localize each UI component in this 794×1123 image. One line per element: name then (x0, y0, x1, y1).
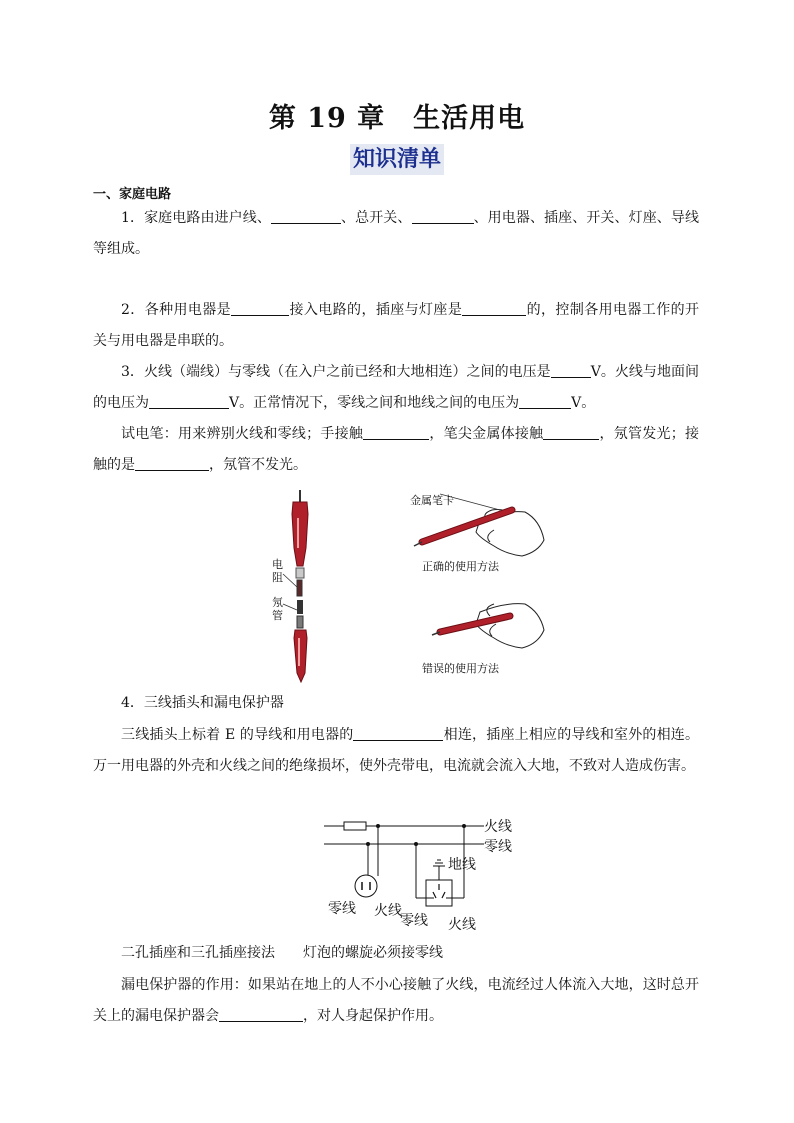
page-subtitle: 知识清单 (350, 144, 444, 175)
paragraph-7: 二孔插座和三孔插座接法 灯泡的螺旋必须接零线 (121, 945, 443, 961)
fill-blank (519, 392, 571, 409)
label-socket3-neutral: 零线 (400, 913, 428, 929)
label-metal-clip: 金属笔卡 (410, 494, 454, 507)
section-heading-home-circuit: 一、家庭电路 (93, 187, 172, 202)
paragraph-3: 3．火线（端线）与零线（在入户之前已经和大地相连）之间的电压是 V。火线与地面间的电压为 V。正常情况下，零线之间和地线之间的电压为 V。 (93, 357, 699, 419)
test-pen-diagram (266, 488, 326, 683)
label-resistor-1: 电 (272, 558, 283, 571)
fill-blank (363, 423, 429, 440)
fill-blank (271, 207, 341, 224)
fill-blank (135, 454, 209, 471)
label-ground-wire: 地线 (448, 857, 476, 873)
socket-wiring-diagram (316, 810, 516, 935)
label-socket2-live: 火线 (374, 903, 402, 919)
label-live-wire: 火线 (484, 819, 512, 835)
fill-blank (462, 299, 526, 316)
label-neon-2: 管 (272, 609, 283, 622)
fill-blank (551, 361, 591, 378)
caption-wrong: 错误的使用方法 (422, 662, 499, 675)
paragraph-4: 试电笔：用来辨别火线和零线；手接触 ，笔尖金属体接触 ，氖管发光；接触的是 ，氖管不发光。 (93, 419, 699, 481)
paragraph-1: 1．家庭电路由进户线、 、总开关、 、用电器、插座、开关、灯座、导线等组成。 (93, 203, 699, 265)
label-socket2-neutral: 零线 (328, 901, 356, 917)
fill-blank (149, 392, 229, 409)
label-resistor-2: 阻 (272, 571, 283, 584)
paragraph-2: 2．各种用电器是 接入电路的，插座与灯座是 的，控制各用电器工作的开关与用电器是串联的。 (93, 295, 699, 357)
caption-correct: 正确的使用方法 (422, 560, 499, 573)
label-neon-1: 氖 (272, 596, 283, 609)
paragraph-5: 4．三线插头和漏电保护器 (121, 695, 284, 711)
page-title: 第 19 章 生活用电 (268, 103, 526, 134)
fill-blank (353, 724, 443, 741)
label-neutral-wire: 零线 (484, 839, 512, 855)
correct-usage-illustration (410, 490, 550, 573)
wrong-usage-illustration (410, 598, 550, 675)
fill-blank (412, 207, 474, 224)
fill-blank (219, 1005, 303, 1022)
paragraph-8: 漏电保护器的作用：如果站在地上的人不小心接触了火线，电流经过人体流入大地，这时总开关上的漏电保护器会 ，对人身起保护作用。 (93, 977, 699, 1024)
paragraph-6: 三线插头上标着 E 的导线和用电器的 相连，插座上相应的导线和室外的相连。万一用电器的外壳和火线之间的绝缘损坏，使外壳带电，电流就会流入大地，不致对人造成伤害。 (93, 720, 699, 782)
fill-blank (231, 299, 289, 316)
fill-blank (543, 423, 599, 440)
label-socket3-live: 火线 (448, 917, 476, 933)
